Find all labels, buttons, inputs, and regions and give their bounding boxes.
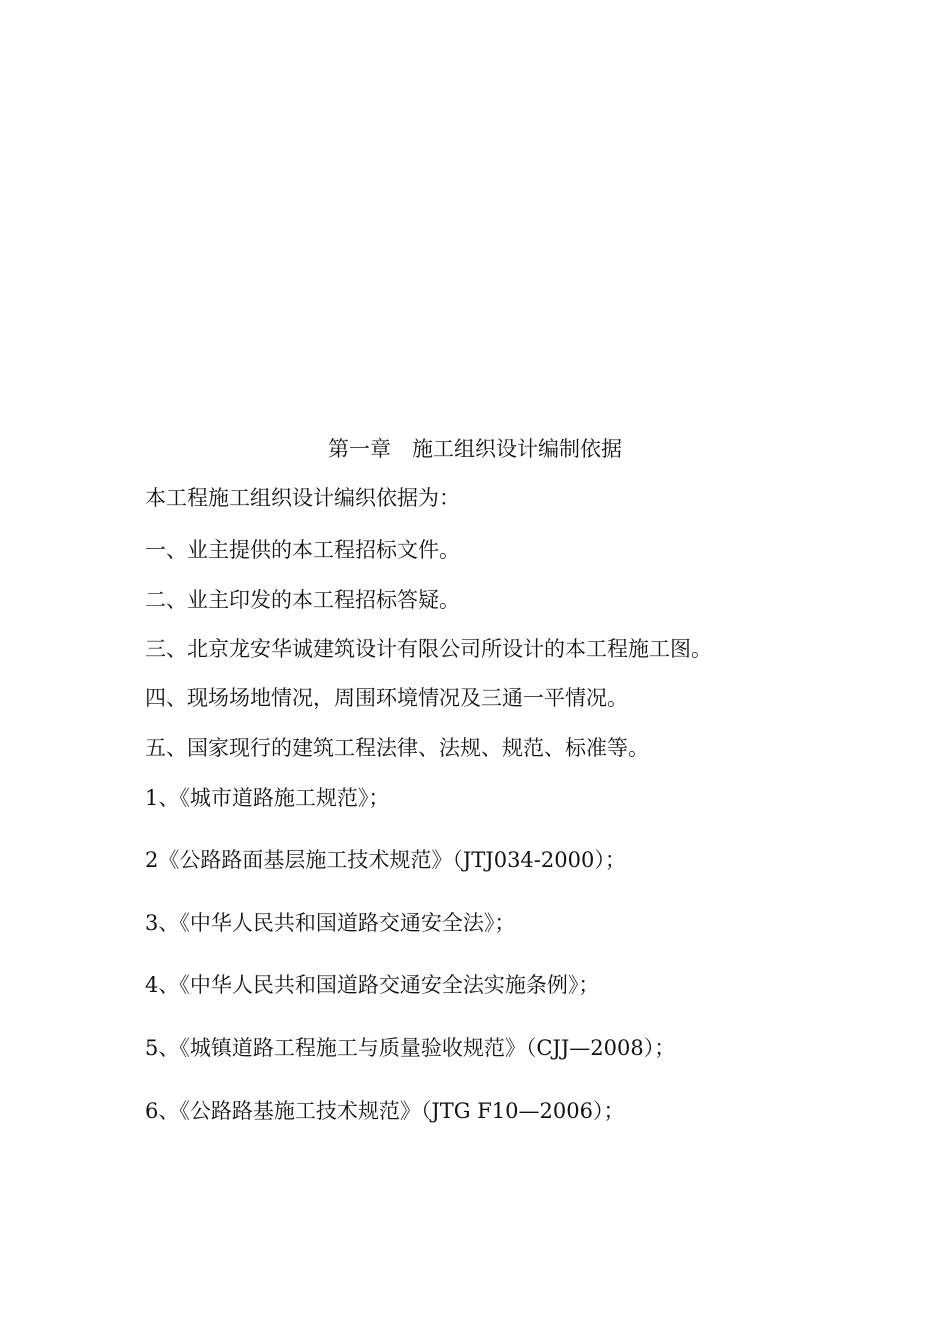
chapter-title: 第一章 施工组织设计编制依据	[328, 437, 622, 461]
standard-item-2: 2《公路路面基层施工技术规范》（JTJ034-2000）；	[145, 848, 626, 872]
basis-item-5: 五、国家现行的建筑工程法律、法规、规范、标准等。	[145, 736, 649, 760]
standard-item-1: 1、《城市道路施工规范》；	[145, 786, 390, 810]
basis-item-4: 四、现场场地情况，周围环境情况及三通一平情况。	[145, 686, 628, 710]
basis-item-2: 二、业主印发的本工程招标答疑。	[145, 588, 460, 612]
standard-item-6: 6、《公路路基施工技术规范》（JTG F10—2006）；	[145, 1099, 625, 1123]
intro-line: 本工程施工组织设计编织依据为：	[145, 486, 460, 510]
basis-item-3: 三、北京龙安华诚建筑设计有限公司所设计的本工程施工图。	[145, 637, 712, 661]
standard-item-3: 3、《中华人民共和国道路交通安全法》；	[145, 911, 516, 935]
standard-item-5: 5、《城镇道路工程施工与质量验收规范》（CJJ—2008）；	[145, 1036, 676, 1060]
basis-item-1: 一、业主提供的本工程招标文件。	[145, 538, 460, 562]
standard-item-4: 4、《中华人民共和国道路交通安全法实施条例》；	[145, 973, 600, 997]
